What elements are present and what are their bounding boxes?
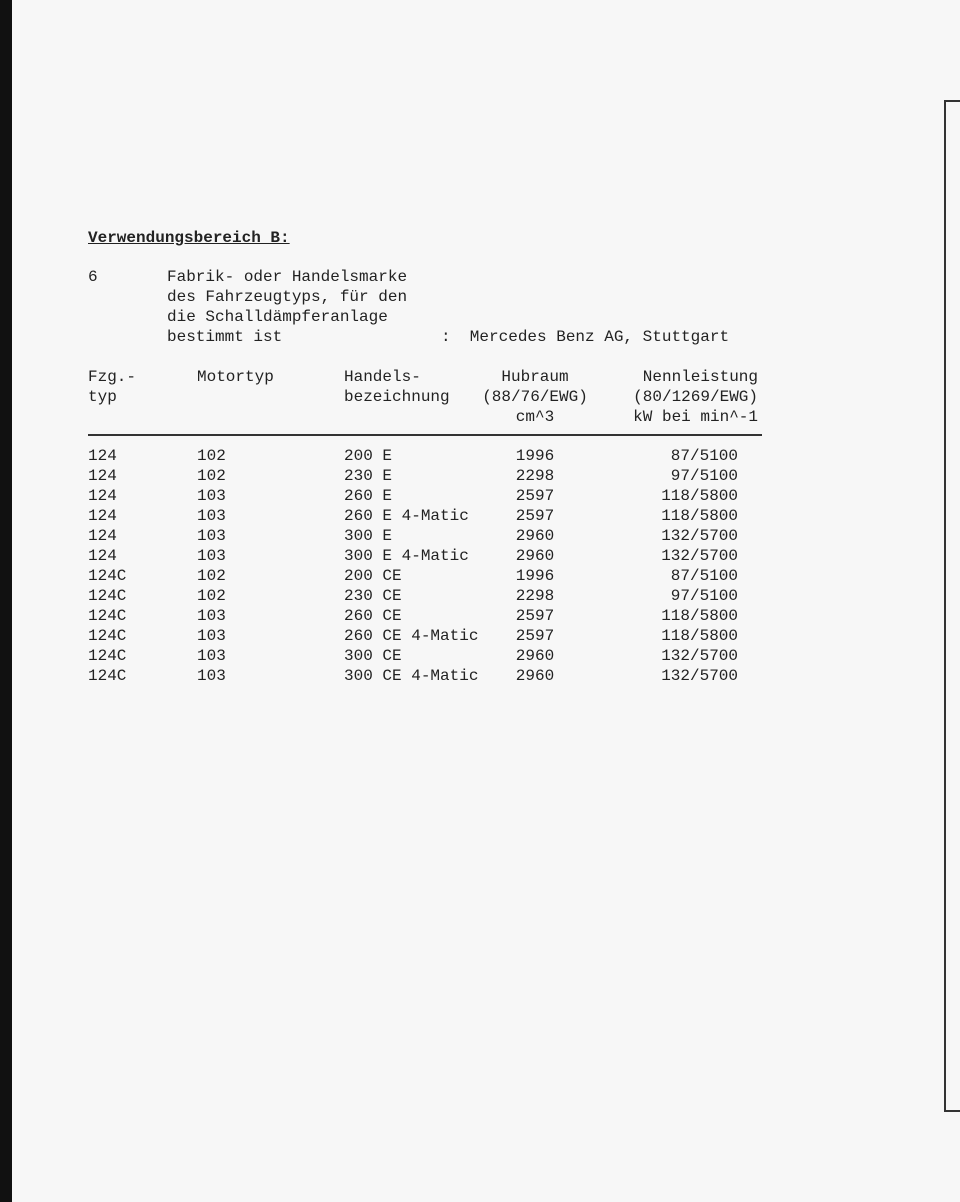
table-row: [88, 526, 768, 546]
column-header-hubraum: Hubraum (88/76/EWG) cm^3: [482, 368, 588, 426]
table-row: [88, 506, 768, 526]
cell-hubraum: 2298: [515, 467, 555, 485]
cell-leistung: 97/5100: [670, 587, 738, 605]
cell-motor: 103: [197, 507, 226, 525]
cell-hubraum: 2597: [515, 487, 555, 505]
cell-hubraum: 1996: [515, 447, 555, 465]
cell-hubraum: 1996: [515, 567, 555, 585]
cell-hubraum: 2960: [515, 667, 555, 685]
cell-handel: 300 CE: [344, 647, 402, 665]
cell-fzg: 124C: [88, 567, 127, 585]
section-description: Fabrik- oder Handelsmarke des Fahrzeugtyps, für den die Schalldämpferanlage bestimmt ist: [167, 268, 408, 346]
cell-handel: 260 CE: [344, 607, 402, 625]
cell-hubraum: 2597: [515, 627, 555, 645]
cell-handel: 200 E: [344, 447, 393, 465]
cell-fzg: 124: [88, 467, 117, 485]
cell-motor: 103: [197, 647, 226, 665]
cell-handel: 230 CE: [344, 587, 402, 605]
column-header-motortyp: Motortyp: [197, 368, 274, 386]
cell-leistung: 132/5700: [661, 547, 738, 565]
cell-leistung: 97/5100: [670, 467, 738, 485]
cell-motor: 103: [197, 667, 226, 685]
cell-fzg: 124: [88, 447, 117, 465]
cell-motor: 103: [197, 487, 226, 505]
cell-hubraum: 2597: [515, 507, 555, 525]
cell-handel: 260 E 4-Matic: [344, 507, 469, 525]
table-row: [88, 546, 768, 566]
cell-leistung: 87/5100: [670, 567, 738, 585]
cell-fzg: 124: [88, 507, 117, 525]
cell-hubraum: 2298: [515, 587, 555, 605]
cell-leistung: 118/5800: [661, 507, 738, 525]
cell-hubraum: 2960: [515, 527, 555, 545]
cell-leistung: 118/5800: [661, 487, 738, 505]
cell-fzg: 124: [88, 527, 117, 545]
table-row: [88, 566, 768, 586]
cell-handel: 300 E: [344, 527, 393, 545]
table-row: [88, 666, 768, 686]
cell-leistung: 132/5700: [661, 667, 738, 685]
scan-left-edge: [0, 0, 12, 1202]
table-row: [88, 606, 768, 626]
table-row: [88, 466, 768, 486]
cell-handel: 260 E: [344, 487, 393, 505]
cell-hubraum: 2597: [515, 607, 555, 625]
cell-fzg: 124: [88, 547, 117, 565]
cell-handel: 230 E: [344, 467, 393, 485]
cell-motor: 103: [197, 607, 226, 625]
cell-fzg: 124C: [88, 607, 127, 625]
cell-hubraum: 2960: [515, 647, 555, 665]
table-row: [88, 586, 768, 606]
section-number: 6: [88, 268, 98, 286]
table-row: [88, 646, 768, 666]
cell-hubraum: 2960: [515, 547, 555, 565]
table-row: [88, 626, 768, 646]
cell-motor: 103: [197, 527, 226, 545]
table-row: [88, 446, 768, 466]
cell-fzg: 124C: [88, 587, 127, 605]
table-row: [88, 486, 768, 506]
cell-handel: 200 CE: [344, 567, 402, 585]
cell-motor: 102: [197, 467, 226, 485]
cell-motor: 102: [197, 567, 226, 585]
cell-leistung: 87/5100: [670, 447, 738, 465]
cell-fzg: 124C: [88, 627, 127, 645]
column-header-handelsbezeichnung: Handels- bezeichnung: [344, 368, 450, 406]
column-header-fzg-typ: Fzg.- typ: [88, 368, 137, 406]
cell-motor: 102: [197, 587, 226, 605]
cell-fzg: 124C: [88, 647, 127, 665]
cell-handel: 300 E 4-Matic: [344, 547, 469, 565]
cell-leistung: 118/5800: [661, 627, 738, 645]
cell-motor: 103: [197, 627, 226, 645]
cell-motor: 102: [197, 447, 226, 465]
cell-motor: 103: [197, 547, 226, 565]
cell-handel: 300 CE 4-Matic: [344, 667, 479, 685]
section-heading: Verwendungsbereich B:: [88, 229, 290, 247]
right-frame-border: [944, 100, 960, 1112]
cell-leistung: 132/5700: [661, 527, 738, 545]
cell-leistung: 132/5700: [661, 647, 738, 665]
table-body: [88, 446, 768, 686]
column-header-nennleistung: Nennleistung (80/1269/EWG) kW bei min^-1: [633, 368, 758, 426]
cell-fzg: 124C: [88, 667, 127, 685]
section-value: : Mercedes Benz AG, Stuttgart: [441, 328, 730, 346]
cell-leistung: 118/5800: [661, 607, 738, 625]
cell-fzg: 124: [88, 487, 117, 505]
cell-handel: 260 CE 4-Matic: [344, 627, 479, 645]
table-header-rule: [88, 434, 762, 436]
